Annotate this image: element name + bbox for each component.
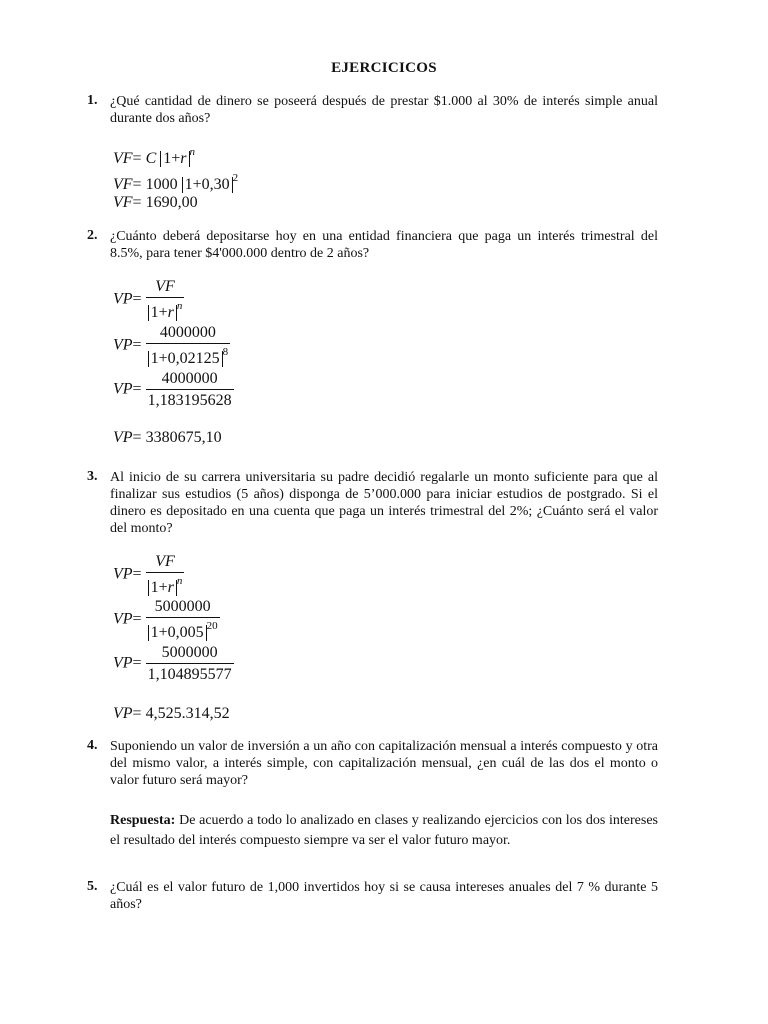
q3-formula-4: VP= 4,525.314,52 — [113, 705, 230, 722]
q2-formula-3: VP= $\frac{4000000}{1,183195628}$ — [113, 370, 232, 409]
answer-text: De acuerdo a todo lo analizado en clases y realizando ejercicios con los dos intereses el resultado del interés compuesto siempre va ser el valor futuro mayor. — [110, 813, 659, 848]
q1-formula-2: VF= 1000 1+0,30 $^2$ — [113, 172, 239, 193]
q1-f1-exp: n — [189, 146, 196, 158]
question-4-text: Suponiendo un valor de inversión a un año con capitalización mensual a interés compuesto y otra del mismo valor, a interés simple, con capitalización mensual, ¿en cuál de las dos el monto o valor futuro será mayor? — [110, 739, 658, 788]
question-5-text: ¿Cuál es el valor futuro de 1,000 invertidos hoy si se causa intereses anuales del 7 % durante 5 años? — [110, 880, 658, 912]
q1-f1-c: C — [145, 150, 157, 167]
q3-formula-2: VP= $\frac{5000000}{1+0,005 ^{20}}$ — [113, 598, 218, 641]
question-3-number: 3. — [87, 469, 98, 484]
question-3-text: Al inicio de su carrera universitaria su padre decidió regalarle un monto suficiente para que al finalizar sus estudios (5 años) disponga de 5’000.000 para iniciar estudios de postgrado. Si el dinero es depositado en una cuenta que paga un interés trimestral del 2%; ¿Cuánto será el valor del monto? — [110, 470, 658, 536]
answer-label: Respuesta: — [110, 813, 176, 828]
q3-formula-3: VP= $\frac{5000000}{1,104895577}$ — [113, 644, 232, 683]
q1-f1-lhs: VF — [113, 150, 133, 167]
q1-formula-3: VF= 1690,00 — [113, 194, 198, 211]
q3-formula-1: VP= $\frac{VF}{1+r ^n}$ — [113, 553, 183, 596]
question-5-number: 5. — [87, 879, 98, 894]
question-1-number: 1. — [87, 93, 98, 108]
question-4-answer — [110, 811, 658, 851]
question-2-number: 2. — [87, 228, 98, 243]
q2-formula-2: VP= $\frac{4000000}{1+0,02125 ^8}$ — [113, 324, 229, 367]
question-1-text: ¿Qué cantidad de dinero se poseerá después de prestar $1.000 al 30% de interés simple anual durante dos años? — [110, 94, 658, 126]
q1-formula-1: VF= C 1+r $^n$ — [113, 146, 196, 167]
question-2-text: ¿Cuánto deberá depositarse hoy en una entidad financiera que paga un interés trimestral del 8.5%, para tener $4'000.000 dentro de 2 años? — [110, 229, 658, 261]
q2-formula-1: VP= $\frac{VF}{1+r ^n}$ — [113, 278, 183, 321]
question-4-number: 4. — [87, 738, 98, 753]
page-title: EJERCICICOS — [331, 60, 437, 76]
q2-formula-4: VP= 3380675,10 — [113, 429, 222, 446]
q1-f1-paren: 1+r — [160, 151, 189, 167]
